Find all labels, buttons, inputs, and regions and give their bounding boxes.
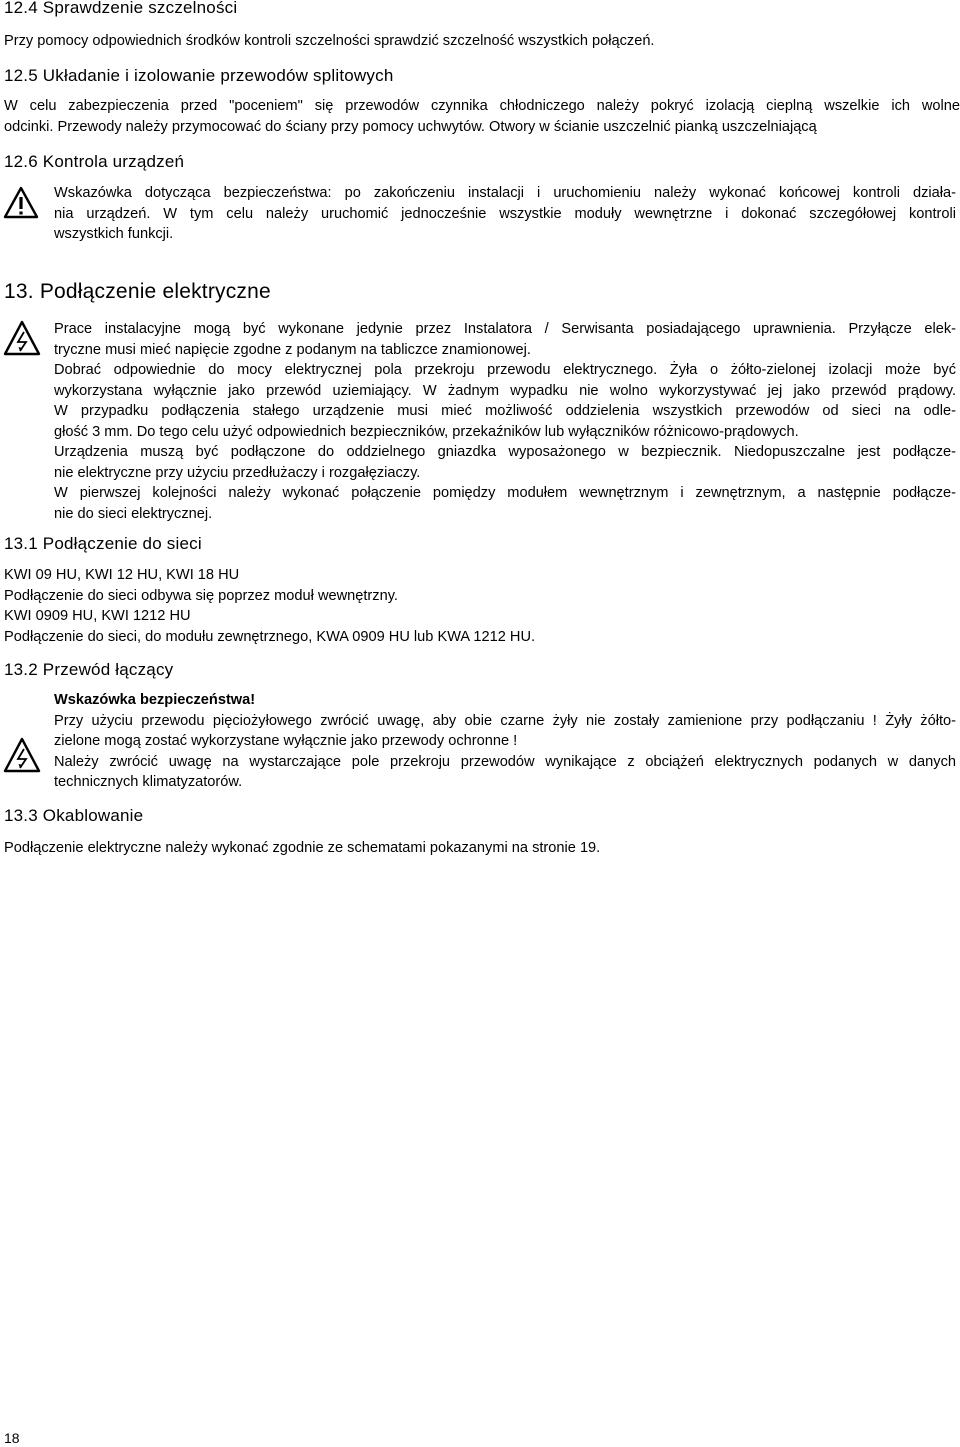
- text-line: Wskazówka dotycząca bezpieczeństwa: po zakończeniu instalacji i uruchomieniu należy wykonać końcowej kontroli działa-: [54, 185, 956, 201]
- text-line: W pierwszej kolejności należy wykonać połączenie pomiędzy modułem wewnętrznym i zewnętrznym, a następnie podłącze-: [54, 485, 956, 501]
- text-line: wykorzystana wyłącznie jako przewód uziemiający. W żadnym wypadku nie wolno wykorzystywać jej jako przewód prądowy.: [54, 382, 956, 399]
- text-line: Podłączenie do sieci odbywa się poprzez moduł wewnętrzny.: [4, 587, 398, 604]
- text-line: Prace instalacyjne mogą być wykonane jedynie przez Instalatora / Serwisanta posiadającego uprawnienia. Przyłącze elek-: [54, 321, 956, 337]
- text-line: Urządzenia muszą być podłączone do oddzielnego gniazdka wyposażonego w bezpiecznik. Niedopuszczalne jest podłącze-: [54, 444, 956, 460]
- text-line: nie elektryczne przy użyciu przedłużaczy i rozgałęziaczy.: [54, 464, 421, 481]
- text-line: W przypadku podłączenia stałego urządzenie musi mieć możliwość oddzielenia wszystkich przewodów od sieci na odle-: [54, 403, 956, 419]
- text-line: nie do sieci elektrycznej.: [54, 505, 213, 522]
- text-line: Przy użyciu przewodu pięciożyłowego zwrócić uwagę, aby obie czarne żyły nie zostały zamienione przy podłączaniu ! Żyły żółto-: [54, 712, 956, 729]
- section-13-paragraph: [54, 319, 956, 524]
- section-13-1-paragraph: [4, 565, 954, 647]
- section-13-2-heading: 13.2 Przewód łączący: [4, 660, 174, 679]
- warning-exclamation-icon: [3, 186, 39, 219]
- section-12-5-paragraph: [4, 96, 960, 137]
- text-line: zielone mogą zostać wykorzystane wyłącznie jako przewody ochronne !: [54, 733, 518, 749]
- section-12-6-paragraph: [54, 183, 956, 245]
- electrical-hazard-icon: [3, 737, 41, 773]
- section-12-4-text: Przy pomocy odpowiednich środków kontroli szczelności sprawdzić szczelność wszystkich połączeń.: [4, 33, 655, 49]
- page-number: 18: [4, 1430, 20, 1446]
- text-line: Należy zwrócić uwagę na wystarczające pole przekroju przewodów wynikające z obciążeń elektrycznych podanych w danych: [54, 753, 956, 770]
- section-13-3-text: Podłączenie elektryczne należy wykonać zgodnie ze schematami pokazanymi na stronie 19.: [4, 840, 601, 856]
- text-line: nia urządzeń. W tym celu należy uruchomić jednocześnie wszystkie moduły wewnętrzne i dokonać szczegółowej kontroli: [54, 205, 956, 222]
- text-line: głość 3 mm. Do tego celu użyć odpowiednich bezpieczników, przekaźników lub wyłączników różnicowo-prądowych.: [54, 423, 799, 440]
- section-12-4-heading: 12.4 Sprawdzenie szczelności: [4, 0, 238, 17]
- safety-note-title: Wskazówka bezpieczeństwa!: [54, 692, 256, 708]
- section-13-2-paragraph: [54, 690, 956, 793]
- text-line: KWI 09 HU, KWI 12 HU, KWI 18 HU: [4, 567, 240, 583]
- text-line: wszystkich funkcji.: [54, 226, 174, 242]
- section-13-3-heading: 13.3 Okablowanie: [4, 806, 144, 825]
- section-12-5-heading: 12.5 Układanie i izolowanie przewodów splitowych: [4, 66, 394, 85]
- text-line: technicznych klimatyzatorów.: [54, 774, 243, 790]
- text-line: W celu zabezpieczenia przed "poceniem" się przewodów czynnika chłodniczego należy pokryć izolacją cieplną wszelkie ich wolne: [4, 98, 960, 114]
- text-line: Dobrać odpowiednie do mocy elektrycznej pola przekroju przewodu elektrycznego. Żyła o żółto-zielonej izolacji może być: [54, 362, 956, 378]
- section-13-heading: 13. Podłączenie elektryczne: [4, 280, 271, 303]
- section-13-1-heading: 13.1 Podłączenie do sieci: [4, 534, 202, 553]
- text-line: odcinki. Przewody należy przymocować do ściany przy pomocy uchwytów. Otwory w ścianie uszczelnić pianką uszczelniającą: [4, 118, 817, 135]
- section-12-6-heading: 12.6 Kontrola urządzeń: [4, 152, 185, 171]
- text-line: tryczne musi mieć napięcie zgodne z podanym na tabliczce znamionowej.: [54, 341, 531, 358]
- text-line: Podłączenie do sieci, do modułu zewnętrznego, KWA 0909 HU lub KWA 1212 HU.: [4, 628, 536, 645]
- text-line: KWI 0909 HU, KWI 1212 HU: [4, 608, 191, 624]
- electrical-hazard-icon: [3, 320, 41, 356]
